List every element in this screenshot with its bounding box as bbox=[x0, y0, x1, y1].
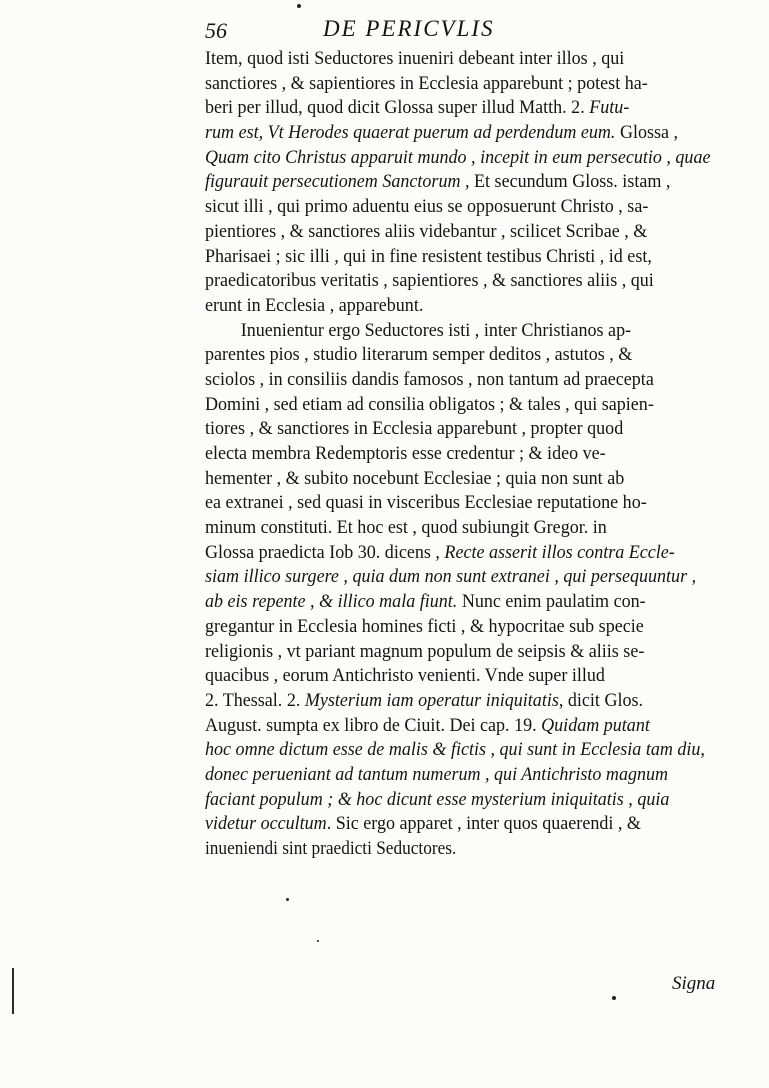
text-italic: rum est, Vt Herodes quaerat puerum ad perdendum eum. bbox=[205, 122, 616, 144]
text-italic: Mysterium iam operatur iniquitatis bbox=[304, 689, 559, 711]
text-roman: beri per illud, quod dicit Glossa super illud Matth. 2. bbox=[205, 97, 585, 119]
text-roman: Et secundum Gloss. istam , bbox=[469, 171, 671, 193]
text-line: pientiores , & sanctiores aliis videbantur , scilicet Scribae , & bbox=[205, 220, 648, 242]
ink-speck bbox=[286, 898, 289, 901]
page-header bbox=[205, 16, 725, 46]
text-line: sciolos , in consiliis dandis famosos , non tantum ad praecepta bbox=[205, 368, 654, 390]
text-line: sanctiores , & sapientiores in Ecclesia apparebunt ; potest ha- bbox=[205, 72, 648, 94]
text-line bbox=[205, 689, 706, 714]
text-line bbox=[205, 121, 706, 146]
text-line: quacibus , eorum Antichristo venienti. Vnde super illud bbox=[205, 665, 605, 687]
text-line: Item, quod isti Seductores inueniri debeant inter illos , qui bbox=[205, 48, 625, 69]
text-line: Inuenientur ergo Seductores isti , inter Christianos ap- bbox=[240, 319, 632, 341]
text-line bbox=[205, 541, 706, 566]
text-line: donec perueniant ad tantum numerum , qui Antichristo magnum bbox=[205, 763, 669, 785]
text-line: sicut illi , qui primo aduentu eius se opposuerunt Christo , sa- bbox=[205, 196, 649, 218]
text-line: religionis , vt pariant magnum populum de seipsis & aliis se- bbox=[205, 640, 645, 662]
text-roman: Glossa , bbox=[615, 122, 679, 144]
text-line: faciant populum ; & hoc dicunt esse mysterium iniquitatis , quia bbox=[205, 788, 670, 810]
text-roman: August. sumpta ex libro de Ciuit. Dei cap. 19. bbox=[205, 714, 537, 736]
text-line: inueniendi sint praedicti Seductores. bbox=[205, 838, 457, 859]
text-line bbox=[205, 96, 706, 121]
text-line: ea extranei , sed quasi in visceribus Ecclesiae reputatione ho- bbox=[205, 492, 647, 514]
text-roman: Nunc enim paulatim con- bbox=[461, 591, 646, 613]
text-line bbox=[205, 170, 706, 195]
text-italic: ab eis repente , & illico mala fiunt. bbox=[205, 591, 458, 613]
text-line bbox=[205, 812, 706, 837]
text-line: Pharisaei ; sic illi , qui in fine resistent testibus Christi , id est, bbox=[205, 245, 652, 267]
text-italic: Quidam putant bbox=[541, 714, 650, 736]
ink-speck bbox=[612, 996, 616, 1000]
text-line: praedicatoribus veritatis , sapientiores , & sanctiores aliis , qui bbox=[205, 270, 654, 292]
text-roman: , dicit Glos. bbox=[558, 689, 644, 711]
text-italic: videtur occultum bbox=[205, 813, 327, 835]
catchword: Signa bbox=[672, 973, 716, 994]
text-line: erunt in Ecclesia , apparebunt. bbox=[205, 294, 424, 316]
text-roman: . Sic ergo apparet , inter quos quaerendi , & bbox=[326, 813, 641, 835]
margin-mark bbox=[12, 968, 14, 1014]
page-number: 56 bbox=[205, 18, 227, 43]
text-line: gregantur in Ecclesia homines ficti , & hypocritae sub specie bbox=[205, 615, 644, 637]
text-line: minum constituti. Et hoc est , quod subiungit Gregor. in bbox=[205, 517, 607, 539]
running-title: DE PERICVLIS bbox=[323, 16, 495, 41]
text-line bbox=[205, 714, 706, 739]
text-italic: Recte asserit illos contra Eccle- bbox=[444, 541, 675, 563]
text-line: Domini , sed etiam ad consilia obligatos ; & tales , qui sapien- bbox=[205, 393, 654, 415]
text-italic: figurauit persecutionem Sanctorum , bbox=[205, 171, 470, 193]
text-line: hementer , & subito nocebunt Ecclesiae ; quia non sunt ab bbox=[205, 467, 625, 489]
text-roman: 2. Thessal. 2. bbox=[205, 689, 301, 711]
text-line: electa membra Redemptoris esse credentur ; & ideo ve- bbox=[205, 443, 606, 464]
text-line: parentes pios , studio literarum semper deditos , astutos , & bbox=[205, 344, 633, 366]
text-italic: Futu- bbox=[589, 97, 630, 119]
text-line: hoc omne dictum esse de malis & fictis , qui sunt in Ecclesia tam diu, bbox=[205, 739, 705, 761]
text-line bbox=[205, 590, 706, 615]
ink-speck bbox=[297, 4, 301, 8]
text-roman: Glossa praedicta Iob 30. dicens , bbox=[205, 541, 440, 563]
body-text bbox=[205, 47, 738, 862]
ink-speck bbox=[317, 940, 319, 942]
text-line: tiores , & sanctiores in Ecclesia apparebunt , propter quod bbox=[205, 418, 624, 440]
text-line: Quam cito Christus apparuit mundo , incepit in eum persecutio , quae bbox=[205, 146, 711, 168]
text-line: siam illico surgere , quia dum non sunt extranei , qui persequuntur , bbox=[205, 566, 697, 588]
